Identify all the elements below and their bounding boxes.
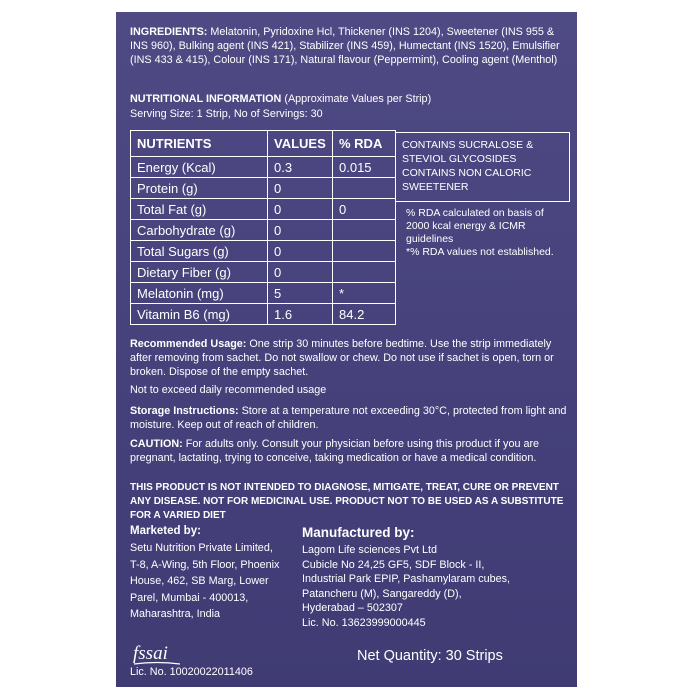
storage-instructions xyxy=(130,404,572,432)
nutrient-rda xyxy=(333,262,396,283)
nutrient-rda: 84.2 xyxy=(333,304,396,325)
table-row xyxy=(131,157,396,178)
address-line: Hyderabad – 502307 xyxy=(302,602,403,614)
manufactured-by-heading: Manufactured by: xyxy=(302,525,415,540)
nutrient-name: Melatonin (mg) xyxy=(131,283,268,304)
manufactured-by-address xyxy=(302,543,572,630)
usage-limit: Not to exceed daily recommended usage xyxy=(130,384,327,396)
nutrient-value: 0 xyxy=(268,262,333,283)
nutrition-heading-label: NUTRITIONAL INFORMATION xyxy=(130,93,282,105)
rda-note xyxy=(406,207,576,259)
nutrient-name: Vitamin B6 (mg) xyxy=(131,304,268,325)
disclaimer: THIS PRODUCT IS NOT INTENDED TO DIAGNOSE, MITIGATE, TREAT, CURE OR PREVENT ANY DISEASE. NOT FOR MEDICINAL USE. PRODUCT NOT TO BE USED AS A SUBSTITUTE FOR A VARIED DIET xyxy=(130,482,564,521)
address-line: Patancheru (M), Sangareddy (D), xyxy=(302,587,462,600)
nutrient-name: Carbohydrate (g) xyxy=(131,220,268,241)
sweetener-line: CONTAINS SUCRALOSE & xyxy=(402,139,534,151)
address-line: Parel, Mumbai - 400013, xyxy=(130,591,249,604)
nutrient-name: Total Sugars (g) xyxy=(131,241,268,262)
table-row xyxy=(131,220,396,241)
nutrient-value: 0.3 xyxy=(268,157,333,178)
nutrient-value: 1.6 xyxy=(268,304,333,325)
address-line: Industrial Park EPIP, Pashamylaram cubes, xyxy=(302,573,511,585)
address-line: Lagom Life sciences Pvt Ltd xyxy=(302,544,438,556)
serving-size: Serving Size: 1 Strip, No of Servings: 30 xyxy=(130,108,323,120)
nutrient-rda: 0 xyxy=(333,199,396,220)
address-line: Setu Nutrition Private Limited, xyxy=(130,542,273,554)
address-line: House, 462, SB Marg, Lower xyxy=(130,575,269,587)
nutrient-value: 0 xyxy=(268,178,333,199)
marketed-by-address xyxy=(130,540,310,623)
table-row xyxy=(131,241,396,262)
nutrient-rda xyxy=(333,220,396,241)
nutrient-rda: 0.015 xyxy=(333,157,396,178)
table-row xyxy=(131,199,396,220)
storage-label: Storage Instructions: xyxy=(130,405,239,417)
address-line: Cubicle No 24,25 GF5, SDF Block - II, xyxy=(302,558,485,571)
recommended-usage xyxy=(130,337,572,379)
usage-text: One strip 30 minutes before bedtime. Use the strip immediately after removing from sachet. Do not swallow or chew. Do not use if sachet is open, torn or broken. Dispose of the empty sachet. xyxy=(130,338,554,378)
column-header-rda: % RDA xyxy=(333,131,396,157)
net-quantity: Net Quantity: 30 Strips xyxy=(357,648,503,664)
nutrition-heading xyxy=(130,92,570,106)
nutrient-name: Total Fat (g) xyxy=(131,199,268,220)
nutrition-heading-note: (Approximate Values per Strip) xyxy=(281,93,432,105)
address-line: T-8, A-Wing, 5th Floor, Phoenix xyxy=(130,558,280,571)
manufacturer-license: Lic. No. 13623999000445 xyxy=(302,616,426,629)
nutrient-value: 5 xyxy=(268,283,333,304)
caution xyxy=(130,437,572,465)
nutrient-value: 0 xyxy=(268,220,333,241)
nutrition-table xyxy=(130,130,396,325)
table-row xyxy=(131,283,396,304)
nutrition-table-header xyxy=(131,131,396,157)
column-header-values: VALUES xyxy=(268,131,333,157)
nutrient-rda xyxy=(333,178,396,199)
fssai-logo-text: fssai xyxy=(133,643,168,664)
table-row xyxy=(131,178,396,199)
address-line: Maharashtra, India xyxy=(130,608,221,620)
nutrient-value: 0 xyxy=(268,241,333,262)
ingredients-text: Melatonin, Pyridoxine Hcl, Thickener (INS 1204), Sweetener (INS 955 & INS 960), Bulking agent (INS 421), Stabilizer (INS 459), Humectant (INS 1520), Emulsifier (INS 433 & 415), Colour (INS 171), Natural flavour (Peppermint), Cooling agent (Menthol) xyxy=(130,26,560,66)
nutrient-value: 0 xyxy=(268,199,333,220)
label-panel xyxy=(116,12,577,687)
table-row xyxy=(131,304,396,325)
fssai-logo-icon xyxy=(131,642,183,668)
caution-text: For adults only. Consult your physician before using this product if you are pregnant, lactating, trying to conceive, taking medication or have a medical condition. xyxy=(130,438,540,464)
sweetener-line: STEVIOL GLYCOSIDES xyxy=(402,153,517,165)
ingredients-section xyxy=(130,25,570,67)
usage-label: Recommended Usage: xyxy=(130,338,247,350)
nutrient-rda xyxy=(333,241,396,262)
nutrient-name: Energy (Kcal) xyxy=(131,157,268,178)
caution-label: CAUTION: xyxy=(130,438,183,450)
rda-note-line: *% RDA values not established. xyxy=(406,246,554,258)
table-row xyxy=(131,262,396,283)
rda-note-line: 2000 kcal energy & ICMR xyxy=(406,220,526,232)
nutrient-rda: * xyxy=(333,283,396,304)
sweetener-line: CONTAINS NON CALORIC xyxy=(402,167,532,179)
fssai-license: Lic. No. 10020022011406 xyxy=(130,666,253,678)
column-header-nutrients: NUTRIENTS xyxy=(131,131,268,157)
sweetener-line: SWEETENER xyxy=(402,181,469,193)
rda-note-line: % RDA calculated on basis of xyxy=(406,207,544,219)
nutrient-name: Dietary Fiber (g) xyxy=(131,262,268,283)
ingredients-label: INGREDIENTS: xyxy=(130,26,208,38)
nutrient-name: Protein (g) xyxy=(131,178,268,199)
marketed-by-heading: Marketed by: xyxy=(130,525,201,537)
sweetener-notice-box xyxy=(395,132,570,202)
rda-note-line: guidelines xyxy=(406,233,454,245)
storage-text: Store at a temperature not exceeding 30°C, protected from light and moisture. Keep out of reach of children. xyxy=(130,405,567,431)
